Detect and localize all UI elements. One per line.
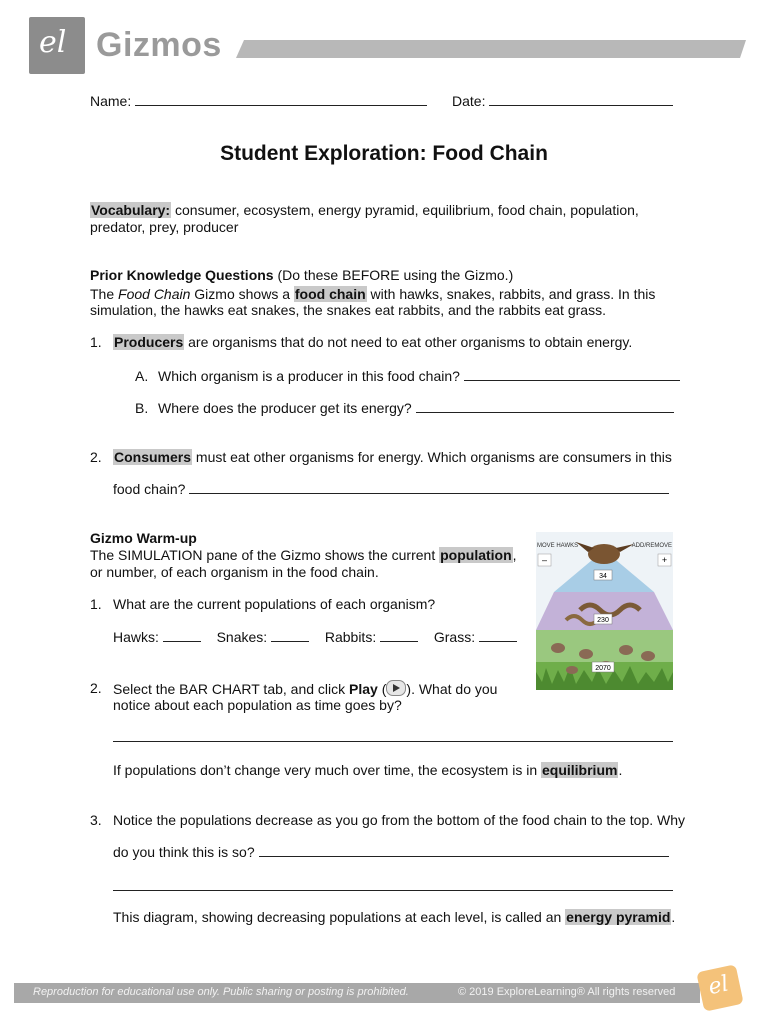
q2-cont-line [113,481,669,498]
prior-text-a: The [90,286,119,302]
snakes-label: Snakes: [216,629,268,645]
logo-glyph: el [39,25,67,60]
rabbits-label: Rabbits: [324,629,377,645]
q2-answer-blank[interactable] [189,481,669,494]
rabbits-count: 2070 [595,665,611,672]
name-field[interactable] [90,93,427,110]
energy-pyramid-term: energy pyramid [566,909,671,925]
diag-text-a: This diagram, showing decreasing populations at each level, is called an [113,909,566,925]
population-term: population [440,547,512,563]
vocab-line-2: predator, prey, producer [90,219,239,235]
wq2-number: 2. [90,680,102,696]
minus-glyph: – [541,555,548,565]
warmup-heading: Gizmo Warm-up [90,530,197,546]
warmup-line-2: or number, of each organism in the food chain. [90,564,379,580]
q1b-label: B. [135,400,149,416]
page-title: Student Exploration: Food Chain [220,142,548,165]
q1a-answer-blank[interactable] [464,368,680,381]
wq3-answer-blank-2[interactable] [113,890,673,891]
q1a-text: Which organism is a producer in this food chain? [158,368,460,384]
q1-body: are organisms that do not need to eat other organisms to obtain energy. [184,334,633,350]
wq2-line-1 [113,680,497,698]
q1a-label: A. [135,368,149,384]
prior-line-1 [90,286,655,303]
pyramid-svg [536,532,673,690]
prior-line-2: simulation, the hawks eat snakes, the snakes eat rabbits, and the rabbits eat grass. [90,302,606,318]
footer-disclaimer: Reproduction for educational use only. Public sharing or posting is prohibited. [33,986,409,998]
wq3-number: 3. [90,812,102,828]
play-word: Play [349,681,378,697]
date-field[interactable] [452,93,673,110]
snakes-count: 230 [597,617,609,624]
eq-text-a: If populations don’t change very much over time, the ecosystem is in [113,762,541,778]
prior-text-b: Gizmo shows a [190,286,294,302]
wq2-text-b: ( [377,681,387,697]
consumers-term: Consumers [114,449,192,465]
warmup-text-a: The SIMULATION pane of the Gizmo shows the current [90,547,440,563]
wq2-line-2: notice about each population as time goes by? [113,697,402,713]
vocab-line-1 [90,202,639,219]
grass-blank[interactable] [479,629,517,642]
q2-number: 2. [90,449,102,465]
eq-text-b: . [618,762,623,778]
q1-text [113,334,632,351]
play-button-icon [386,680,406,696]
wq2-answer-blank[interactable] [113,741,673,742]
wq2-text-a: Select the BAR CHART tab, and click [113,681,350,697]
q1b-answer-blank[interactable] [416,400,674,413]
food-chain-term: food chain [294,286,366,302]
q1a-line [158,368,680,385]
q1b-line [158,400,674,417]
wq1-number: 1. [90,596,102,612]
rabbits-blank[interactable] [380,629,418,642]
warmup-line-1 [90,547,517,564]
population-blanks [113,629,517,646]
hawk-icon [588,544,620,564]
hawks-blank[interactable] [163,629,201,642]
date-blank[interactable] [489,93,673,106]
q2-body: must eat other organisms for energy. Which organisms are consumers in this [192,449,672,465]
add-remove-label: ADD/REMOVE [631,543,672,549]
hawks-count: 34 [599,573,607,580]
wq1-text: What are the current populations of each organism? [113,596,436,612]
date-label: Date: [452,93,486,109]
q2-text [113,449,672,466]
vocab-label: Vocabulary: [91,202,171,218]
explorelearning-logo [29,17,85,74]
footer-logo [696,964,743,1011]
equilibrium-term: equilibrium [542,762,618,778]
prior-text-c: with hawks, snakes, rabbits, and grass. In this [366,286,656,302]
producers-term: Producers [114,334,184,350]
prior-italic: Food Chain [118,286,191,302]
footer-copyright: © 2019 ExploreLearning® All rights reserved [458,986,676,998]
q1-number: 1. [90,334,102,350]
name-label: Name: [90,93,132,109]
warmup-text-b: , [512,547,517,563]
prior-heading-line [90,267,513,284]
plus-glyph: + [661,555,668,565]
grass-label: Grass: [433,629,476,645]
wq3-text-2: do you think this is so? [113,844,255,860]
wq2-text-c: ). What do you [406,681,498,697]
vocab-text-1: consumer, ecosystem, energy pyramid, equilibrium, food chain, population, [171,202,639,218]
wq3-answer-blank-1[interactable] [259,844,669,857]
q2-cont: food chain? [113,481,186,497]
hawks-label: Hawks: [113,629,159,645]
move-hawks-label: MOVE HAWKS [537,543,579,549]
gizmos-brand: Gizmos [96,26,222,64]
food-chain-pyramid-image [536,532,673,690]
name-blank[interactable] [135,93,427,106]
diag-text-b: . [671,909,676,925]
prior-heading: Prior Knowledge Questions [90,267,274,283]
wq3-line-2 [113,844,669,861]
wq3-line-1: Notice the populations decrease as you go from the bottom of the food chain to the top. Why [113,812,686,828]
energy-pyramid-note [113,909,675,926]
footer-logo-glyph: el [706,971,731,1001]
snakes-blank[interactable] [271,629,309,642]
header-bar [236,40,746,58]
q1b-text: Where does the producer get its energy? [158,400,412,416]
prior-note: (Do these BEFORE using the Gizmo.) [273,267,514,283]
equilibrium-note [113,762,622,779]
